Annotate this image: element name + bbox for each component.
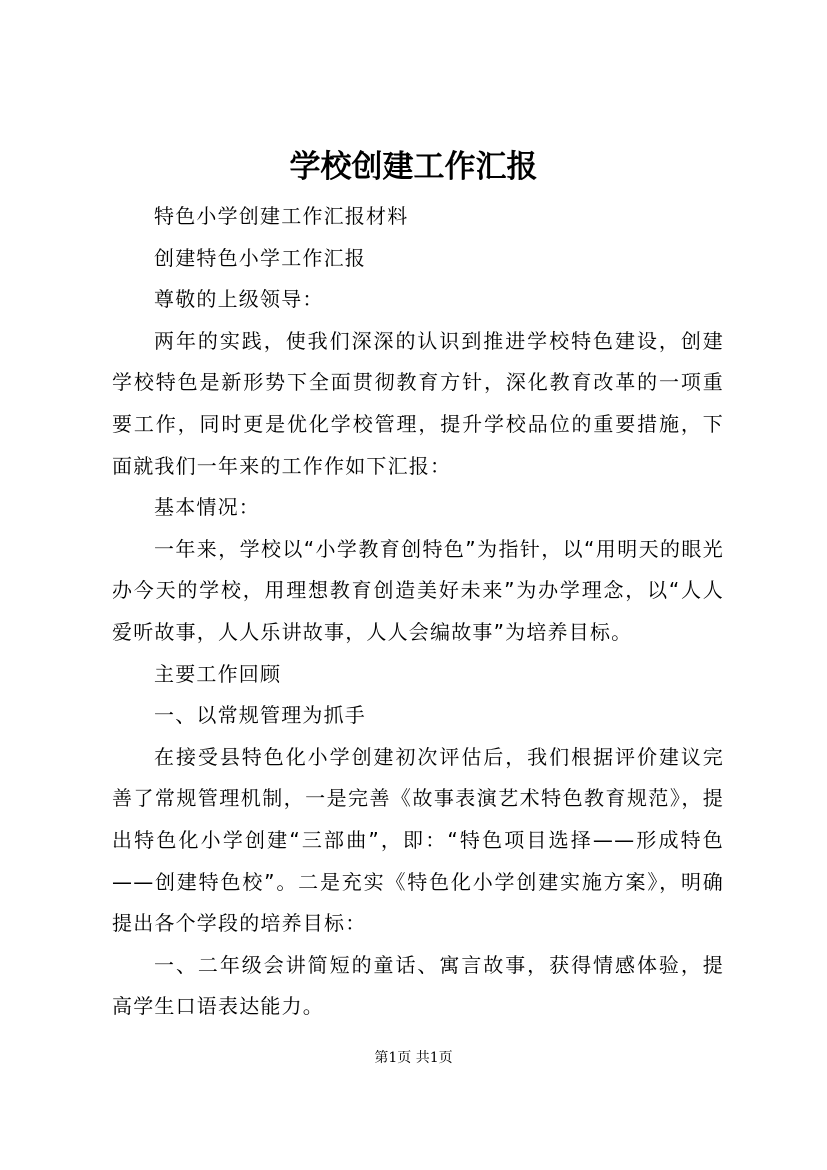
page-footer xyxy=(0,1048,827,1068)
paragraph: 两年的实践，使我们深深的认识到推进学校特色建设，创建学校特色是新形势下全面贯彻教育方针，深化教育改革的一项重要工作，同时更是优化学校管理，提升学校品位的重要措施，下面就我们一年来的工作作如下汇报： xyxy=(112,328,724,478)
paragraph: 特色小学创建工作汇报材料 xyxy=(154,204,409,228)
paragraph: 一年来，学校以“小学教育创特色”为指针，以“用明天的眼光办今天的学校，用理想教育创造美好未来”为办学理念，以“人人爱听故事，人人乐讲故事，人人会编故事”为培养目标。 xyxy=(112,536,724,644)
document-body xyxy=(112,196,724,1028)
paragraph: 创建特色小学工作汇报 xyxy=(154,245,366,270)
paragraph: 在接受县特色化小学创建初次评估后，我们根据评价建议完善了常规管理机制，一是完善《故事表演艺术特色教育规范》，提出特色化小学创建“三部曲”，即：“特色项目选择——形成特色——创建特色校”。二是充实《特色化小学创建实施方案》，明确提出各个学段的培养目标： xyxy=(112,744,724,936)
document-title: 学校创建工作汇报 xyxy=(289,149,538,185)
paragraph: 主要工作回顾 xyxy=(154,661,282,686)
paragraph: 尊敬的上级领导： xyxy=(154,287,324,312)
paragraph: 一、以常规管理为抓手 xyxy=(154,703,366,728)
paragraph: 基本情况： xyxy=(154,495,260,520)
page-number: 第1页 共1页 xyxy=(374,1050,453,1066)
paragraph: 一、二年级会讲简短的童话、寓言故事，获得情感体验，提高学生口语表达能力。 xyxy=(112,952,724,1019)
